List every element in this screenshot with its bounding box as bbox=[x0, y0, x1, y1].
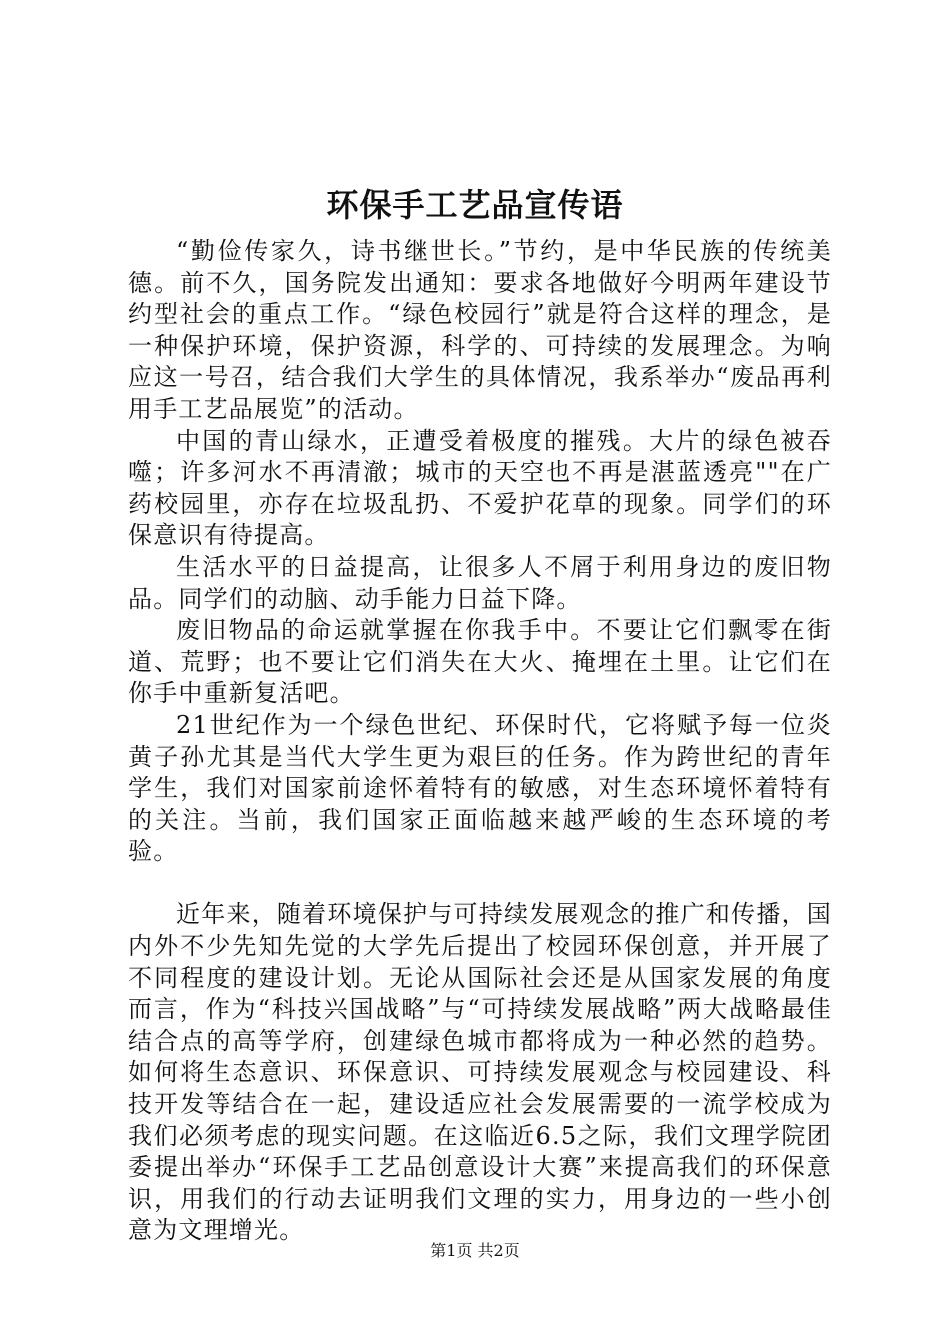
document-body bbox=[128, 236, 832, 1247]
paragraph: “勤俭传家久，诗书继世长。”节约，是中华民族的传统美德。前不久，国务院发出通知：要求各地做好今明两年建设节约型社会的重点工作。“绿色校园行”就是符合这样的理念，是一种保护环境，保护资源，科学的、可持续的发展理念。为响应这一号召，结合我们大学生的具体情况，我系举办“废品再利用手工艺品展览”的活动。 bbox=[128, 237, 832, 423]
paragraph: 中国的青山绿水，正遭受着极度的摧残。大片的绿色被吞噬；许多河水不再清澈；城市的天空也不再是湛蓝透亮""在广药校园里，亦存在垃圾乱扔、不爱护花草的现象。同学们的环保意识有待提高。 bbox=[128, 426, 832, 550]
paragraph: 21世纪作为一个绿色世纪、环保时代，它将赋予每一位炎黄子孙尤其是当代大学生更为艰巨的任务。作为跨世纪的青年学生，我们对国家前途怀着特有的敏感，对生态环境怀着特有的关注。当前，我们国家正面临越来越严峻的生态环境的考验。 bbox=[128, 710, 832, 866]
document-title: 环保手工艺品宣传语 bbox=[326, 186, 624, 224]
paragraph: 废旧物品的命运就掌握在你我手中。不要让它们飘零在街道、荒野；也不要让它们消失在大火、掩埋在土里。让它们在你手中重新复活吧。 bbox=[128, 616, 832, 708]
paragraph: 近年来，随着环境保护与可持续发展观念的推广和传播，国内外不少先知先觉的大学先后提出了校园环保创意，并开展了不同程度的建设计划。无论从国际社会还是从国家发展的角度而言，作为“科技兴国战略”与“可持续发展战略”两大战略最佳结合点的高等学府，创建绿色城市都将成为一种必然的趋势。如何将生态意识、环保意识、可持续发展观念与校园建设、科技开发等结合在一起，建设适应社会发展需要的一流学校成为我们必须考虑的现实问题。在这临近6.5之际，我们文理学院团委提出举办“环保手工艺品创意设计大赛”来提高我们的环保意识，用我们的行动去证明我们文理的实力，用身边的一些小创意为文理增光。 bbox=[128, 900, 832, 1245]
paragraph: 生活水平的日益提高，让很多人不屑于利用身边的废旧物品。同学们的动脑、动手能力日益下降。 bbox=[128, 552, 832, 613]
page-number-footer: 第1页 共2页 bbox=[430, 1241, 520, 1260]
